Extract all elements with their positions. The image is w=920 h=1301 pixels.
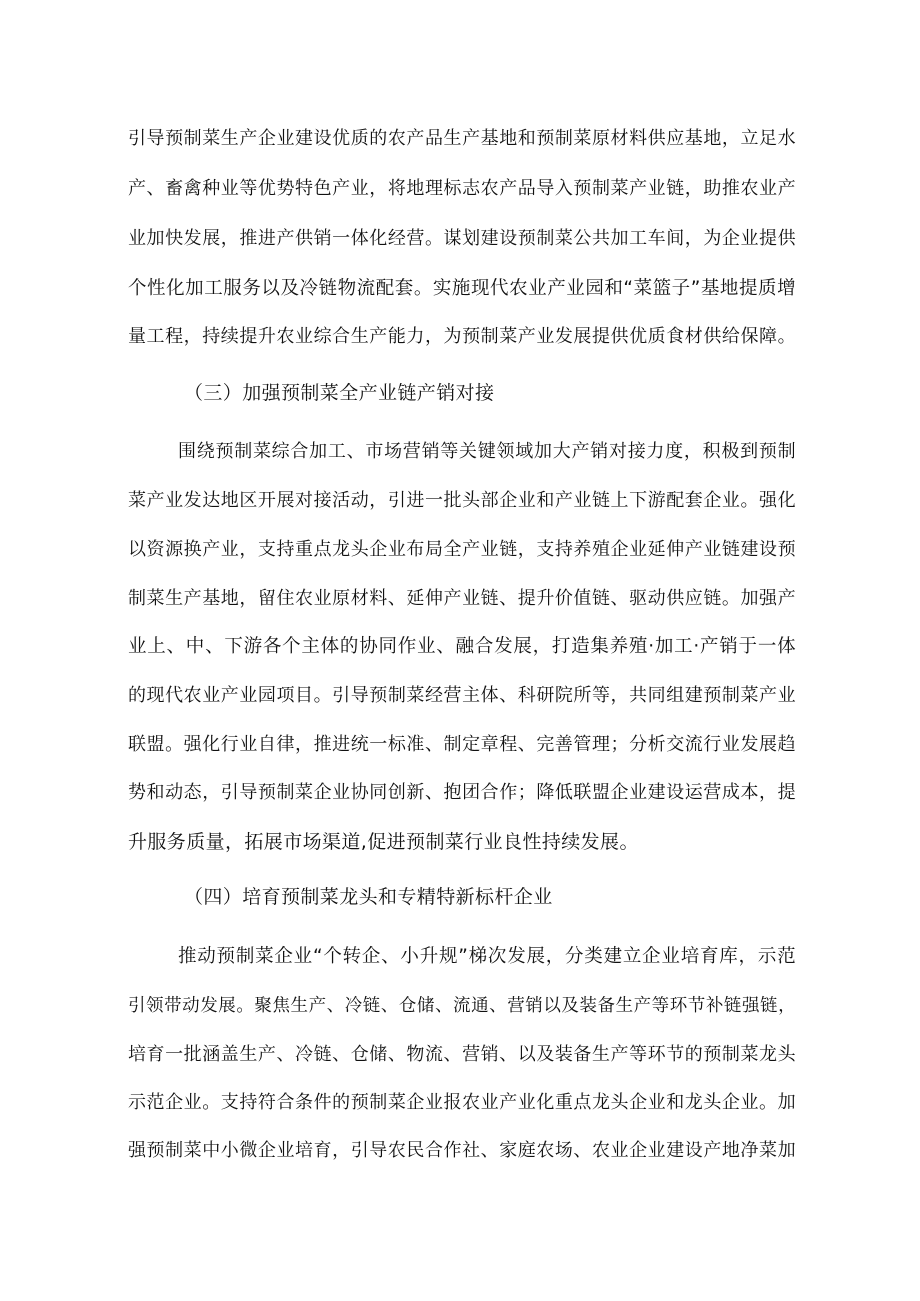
paragraph-line: 业上、中、下游各个主体的协同作业、融合发展，打造集养殖·加工·产销于一体	[128, 636, 796, 657]
paragraph-line: 制菜生产基地，留住农业原材料、延伸产业链、提升价值链、驱动供应链。加强产	[128, 588, 796, 609]
paragraph-line: 业加快发展，推进产供销一体化经营。谋划建设预制菜公共加工车间，为企业提供	[128, 228, 796, 249]
paragraph-line: 菜产业发达地区开展对接活动，引进一批头部企业和产业链上下游配套企业。强化	[128, 490, 796, 511]
section-heading: （三）加强预制菜全产业链产销对接	[184, 382, 495, 404]
paragraph-line: 势和动态，引导预制菜企业协同创新、抱团合作；降低联盟企业建设运营成本，提	[128, 782, 796, 803]
paragraph-line: 推动预制菜企业“个转企、小升规”梯次发展，分类建立企业培育库，示范	[178, 946, 796, 967]
paragraph-line: 围绕预制菜综合加工、市场营销等关键领域加大产销对接力度，积极到预制	[178, 441, 796, 462]
paragraph-line: 以资源换产业，支持重点龙头企业布局全产业链，支持养殖企业延伸产业链建设预	[128, 539, 796, 560]
paragraph-line: 联盟。强化行业自律，推进统一标准、制定章程、完善管理；分析交流行业发展趋	[128, 734, 796, 755]
paragraph-line: 个性化加工服务以及冷链物流配套。实施现代农业产业园和“菜篮子”基地提质增	[128, 278, 796, 299]
paragraph-line: 培育一批涵盖生产、冷链、仓储、物流、营销、以及装备生产等环节的预制菜龙头	[128, 1044, 796, 1065]
paragraph-line: 引领带动发展。聚焦生产、冷链、仓储、流通、营销以及装备生产等环节补链强链，	[128, 996, 796, 1016]
paragraph-line: 的现代农业产业园项目。引导预制菜经营主体、科研院所等，共同组建预制菜产业	[128, 685, 796, 706]
paragraph-line: 量工程，持续提升农业综合生产能力，为预制菜产业发展提供优质食材供给保障。	[128, 326, 796, 347]
paragraph-line: 示范企业。支持符合条件的预制菜企业报农业产业化重点龙头企业和龙头企业。加	[128, 1092, 796, 1113]
paragraph-line: 产、畜禽种业等优势特色产业，将地理标志农产品导入预制菜产业链，助推农业产	[128, 178, 796, 199]
section-heading: （四）培育预制菜龙头和专精特新标杆企业	[184, 886, 553, 908]
paragraph-line: 升服务质量，拓展市场渠道,促进预制菜行业良性持续发展。	[128, 831, 639, 853]
paragraph-line: 引导预制菜生产企业建设优质的农产品生产基地和预制菜原材料供应基地，立足水	[128, 128, 796, 149]
paragraph-line: 强预制菜中小微企业培育，引导农民合作社、家庭农场、农业企业建设产地净菜加	[128, 1140, 796, 1161]
